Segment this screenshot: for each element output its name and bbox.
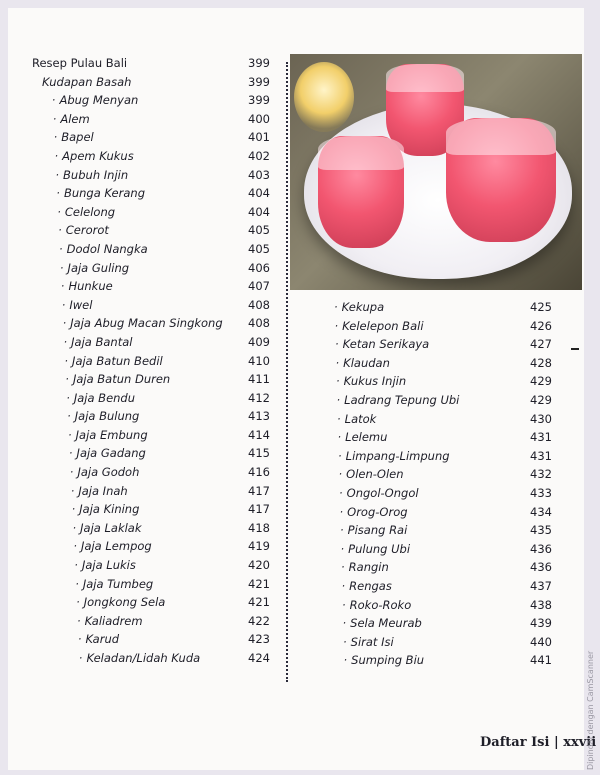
toc-entry[interactable] (22, 128, 272, 147)
toc-bullet: · (57, 204, 61, 219)
toc-entry-label (73, 537, 151, 556)
toc-entry-page: 405 (248, 241, 270, 256)
toc-entry-text: Rengas (349, 578, 392, 593)
toc-entry-label (60, 259, 129, 278)
toc-entry[interactable] (334, 503, 556, 522)
toc-entry[interactable] (334, 465, 556, 484)
toc-entry[interactable] (334, 335, 556, 354)
toc-bullet: · (77, 613, 81, 628)
toc-entry-page: 426 (530, 318, 552, 333)
toc-bullet: · (341, 560, 345, 575)
toc-entry[interactable] (22, 426, 272, 445)
toc-bullet: · (335, 337, 339, 352)
footer-page-number: xxvii (563, 735, 597, 750)
toc-entry[interactable] (22, 575, 272, 594)
toc-entry-text: Sela Meurab (350, 616, 422, 631)
toc-entry[interactable] (334, 410, 556, 429)
toc-entry-page: 425 (530, 300, 552, 314)
toc-entry[interactable] (334, 484, 556, 503)
toc-entry[interactable] (334, 428, 556, 447)
toc-entry[interactable] (22, 630, 272, 649)
toc-bullet: · (61, 297, 66, 312)
toc-entry-text: Jaja Abug Macan Singkong (70, 316, 223, 331)
toc-entry-page: 417 (248, 483, 270, 498)
toc-entry[interactable] (22, 537, 272, 556)
toc-entry-page: 421 (248, 576, 270, 591)
toc-entry-page: 414 (248, 427, 270, 442)
page-footer (480, 735, 596, 750)
toc-entry-label (66, 389, 135, 408)
toc-bullet: · (59, 260, 64, 275)
toc-entry-text: Jaja Kining (79, 502, 140, 517)
toc-entry-page: 431 (530, 448, 552, 463)
toc-entry-label (77, 612, 143, 631)
toc-entry-page: 421 (248, 595, 270, 610)
toc-entry-text: Kelelepon Bali (342, 318, 424, 333)
toc-entry-label (63, 314, 223, 333)
toc-entry-label (75, 575, 153, 594)
toc-entry-label (72, 500, 140, 519)
toc-entry-page: 420 (248, 558, 270, 573)
toc-entry[interactable] (22, 147, 272, 166)
toc-bullet: · (66, 390, 70, 405)
toc-entry-page: 408 (248, 316, 270, 331)
pink-cake (318, 136, 404, 248)
toc-entry-text: Jaja Batun Duren (72, 372, 171, 387)
toc-entry-text: Apem Kukus (62, 148, 134, 163)
toc-entry-label (64, 333, 133, 352)
toc-entry-label (58, 221, 109, 240)
toc-entry-text: Orog-Orog (347, 504, 408, 519)
toc-entry-label (73, 519, 142, 538)
toc-bullet: · (341, 578, 346, 593)
toc-entry-text: Keladan/Lidah Kuda (86, 651, 201, 665)
toc-entry-text: Ketan Serikaya (342, 337, 430, 352)
toc-entry-text: Jaja Embung (75, 427, 148, 442)
toc-entry-page: 404 (248, 186, 270, 201)
toc-entry-label (71, 482, 128, 501)
toc-entry[interactable] (22, 370, 272, 389)
toc-bullet: · (59, 241, 63, 256)
toc-bullet: · (68, 427, 72, 442)
toc-entry[interactable] (22, 612, 272, 631)
toc-entry-page: 411 (248, 372, 270, 387)
toc-entry-page: 399 (248, 74, 270, 89)
toc-entry-label (340, 503, 408, 522)
toc-entry-text: Resep Pulau Bali (32, 56, 128, 70)
toc-entry-page: 437 (530, 578, 552, 593)
toc-bullet: · (338, 448, 342, 463)
toc-entry-label (335, 317, 424, 336)
toc-bullet: · (339, 504, 344, 519)
toc-entry-text: Roko-Roko (349, 597, 412, 612)
toc-entry-label (74, 556, 136, 575)
toc-entry[interactable] (22, 277, 272, 296)
toc-entry[interactable] (22, 259, 272, 278)
toc-bullet: · (63, 334, 68, 349)
toc-entry[interactable] (22, 166, 272, 185)
toc-entry[interactable] (334, 614, 556, 633)
toc-entry-text: Celelong (64, 204, 116, 219)
toc-entry-text: Jaja Bendu (73, 390, 136, 405)
toc-entry-page: 409 (248, 334, 270, 349)
toc-entry-text: Olen-Olen (346, 467, 404, 482)
toc-entry-page: 432 (530, 467, 552, 482)
toc-entry-page: 429 (530, 374, 552, 389)
toc-entry[interactable] (22, 91, 272, 110)
toc-entry-label (52, 91, 139, 110)
toc-entry-text: Abug Menyan (59, 93, 139, 108)
margin-mark (571, 348, 579, 350)
toc-entry-text: Jaja Bantal (71, 334, 133, 349)
toc-entry[interactable] (22, 444, 272, 463)
toc-entry-page: 441 (530, 653, 552, 668)
toc-entry[interactable] (334, 391, 556, 410)
toc-entry[interactable] (334, 651, 556, 670)
toc-entry[interactable] (22, 649, 272, 668)
toc-bullet: · (340, 541, 345, 556)
toc-bullet: · (343, 634, 347, 649)
toc-entry-label (342, 577, 392, 596)
toc-bullet: · (72, 520, 77, 535)
toc-entry-page: 399 (248, 56, 270, 70)
toc-entry-label (341, 558, 389, 577)
footer-separator: | (553, 735, 559, 750)
toc-entry[interactable] (22, 482, 272, 501)
toc-bullet: · (64, 353, 69, 368)
toc-bullet: · (337, 411, 341, 426)
toc-entry-text: Alem (60, 111, 90, 126)
toc-entry-label (338, 447, 450, 466)
toc-entry-label (342, 596, 411, 615)
toc-entry-label (62, 296, 93, 315)
toc-entry[interactable] (22, 389, 272, 408)
toc-bullet: · (56, 186, 60, 201)
toc-entry-label (337, 391, 460, 410)
toc-entry-page: 431 (530, 430, 552, 445)
toc-entry-page: 412 (248, 390, 270, 405)
toc-entry-page: 406 (248, 260, 270, 275)
toc-entry-label (32, 54, 127, 73)
toc-entry[interactable] (22, 556, 272, 575)
toc-entry-page: 399 (248, 93, 270, 108)
toc-entry-page: 418 (248, 520, 270, 535)
toc-entry-text: Bapel (61, 130, 94, 145)
toc-bullet: · (336, 392, 341, 407)
toc-entry-label (336, 372, 406, 391)
toc-entry-text: Kekupa (341, 300, 385, 314)
toc-entry-text: Hunkue (68, 279, 113, 294)
footer-section: Daftar Isi (480, 735, 550, 750)
toc-entry[interactable] (22, 54, 272, 73)
toc-entry[interactable] (334, 577, 556, 596)
kudapan-photo (290, 54, 582, 290)
toc-entry[interactable] (334, 317, 556, 336)
toc-bullet: · (65, 372, 69, 387)
toc-entry[interactable] (334, 447, 556, 466)
toc-entry-label (344, 651, 425, 670)
toc-right-column (334, 298, 556, 670)
toc-entry-page: 417 (248, 502, 270, 517)
toc-bullet: · (76, 595, 80, 610)
toc-entry-text: Bubuh Injin (63, 167, 129, 182)
toc-entry-text: Ladrang Tepung Ubi (344, 392, 460, 407)
toc-entry-label (343, 614, 422, 633)
toc-entry[interactable] (334, 633, 556, 652)
toc-entry-label (339, 465, 404, 484)
toc-entry-page: 415 (248, 446, 270, 461)
toc-entry-label (79, 649, 200, 668)
toc-entry-page: 410 (248, 353, 270, 368)
toc-entry-page: 403 (248, 167, 270, 182)
toc-entry-label (53, 110, 90, 129)
toc-entry-page: 416 (248, 465, 270, 480)
toc-entry[interactable] (334, 372, 556, 391)
toc-bullet: · (334, 318, 339, 333)
toc-entry-label (65, 370, 170, 389)
toc-entry-page: 428 (530, 355, 552, 370)
toc-entry-text: Jaja Godoh (77, 465, 140, 480)
toc-entry[interactable] (22, 500, 272, 519)
toc-entry[interactable] (334, 596, 556, 615)
toc-entry-text: Kudapan Basah (42, 74, 132, 89)
toc-entry-text: Ongol-Ongol (346, 485, 419, 500)
toc-entry-label (56, 184, 145, 203)
toc-bullet: · (78, 651, 83, 665)
toc-bullet: · (67, 409, 71, 424)
toc-entry-label (76, 593, 165, 612)
toc-bullet: · (70, 483, 75, 498)
toc-entry-label (341, 540, 411, 559)
toc-entry-text: Kukus Injin (343, 374, 407, 389)
toc-entry-label (54, 128, 94, 147)
toc-entry[interactable] (22, 593, 272, 612)
toc-entry[interactable] (334, 521, 556, 540)
toc-entry-text: Lelemu (345, 430, 388, 445)
toc-entry-label (69, 444, 146, 463)
toc-bullet: · (62, 316, 67, 331)
toc-entry[interactable] (334, 354, 556, 373)
toc-entry-page: 434 (530, 504, 552, 519)
toc-bullet: · (53, 130, 58, 145)
toc-bullet: · (342, 616, 347, 631)
toc-bullet: · (51, 93, 56, 108)
toc-entry-label (67, 407, 139, 426)
toc-entry-text: Latok (344, 411, 377, 426)
toc-entry-page: 405 (248, 223, 270, 238)
toc-entry-page: 401 (248, 130, 270, 145)
toc-entry-page: 407 (248, 279, 270, 294)
column-divider (286, 62, 288, 682)
toc-entry-page: 404 (248, 204, 270, 219)
toc-entry[interactable] (22, 240, 272, 259)
toc-entry-label (55, 166, 128, 185)
toc-bullet: · (334, 300, 338, 314)
toc-bullet: · (338, 467, 343, 482)
toc-entry-text: Cerorot (65, 223, 109, 238)
toc-bullet: · (77, 632, 82, 647)
toc-entry-text: Pisang Rai (347, 523, 408, 538)
toc-entry-text: Jaja Lukis (81, 558, 136, 573)
toc-bullet: · (69, 465, 74, 480)
toc-entry-text: Jaja Batun Bedil (72, 353, 163, 368)
toc-entry-page: 436 (530, 560, 552, 575)
toc-entry[interactable] (22, 407, 272, 426)
toc-entry-text: Jaja Lempog (81, 539, 152, 554)
toc-entry[interactable] (334, 558, 556, 577)
toc-entry-label (334, 298, 384, 317)
toc-entry[interactable] (22, 110, 272, 129)
toc-entry-label (336, 354, 390, 373)
toc-bullet: · (335, 355, 340, 370)
toc-entry-label (338, 428, 388, 447)
toc-entry-page: 400 (248, 111, 270, 126)
toc-entry-text: Jaja Tumbeg (82, 576, 154, 591)
toc-entry-page: 419 (248, 539, 270, 554)
toc-entry-label (337, 410, 376, 429)
toc-entry[interactable] (22, 184, 272, 203)
toc-bullet: · (52, 111, 57, 126)
toc-entry-label (59, 240, 148, 259)
toc-entry-text: Sirat Isi (350, 634, 394, 649)
toc-entry-page: 423 (248, 632, 270, 647)
scanner-watermark: Dipindai dengan CamScanner (586, 650, 595, 770)
toc-entry[interactable] (334, 298, 556, 317)
toc-entry-page: 430 (530, 411, 552, 426)
toc-bullet: · (58, 223, 62, 238)
toc-entry-label (70, 463, 140, 482)
toc-entry-text: Pulung Ubi (348, 541, 411, 556)
toc-entry-text: Rangin (348, 560, 389, 575)
toc-entry-page: 422 (248, 613, 270, 628)
toc-bullet: · (60, 279, 65, 294)
pink-cake (446, 118, 556, 242)
toc-entry[interactable] (22, 73, 272, 92)
toc-entry-page: 408 (248, 297, 270, 312)
toc-entry-label (57, 203, 115, 222)
toc-entry-page: 429 (530, 392, 552, 407)
toc-entry-text: Karud (85, 632, 120, 647)
toc-entry-text: Limpang-Limpung (345, 448, 450, 463)
toc-entry-label (68, 426, 148, 445)
toc-bullet: · (74, 558, 78, 573)
toc-entry-label (78, 630, 119, 649)
toc-entry-label (61, 277, 113, 296)
toc-left-column (22, 54, 272, 668)
toc-bullet: · (55, 167, 60, 182)
toc-entry[interactable] (22, 333, 272, 352)
toc-entry[interactable] (22, 314, 272, 333)
toc-entry-page: 438 (530, 597, 552, 612)
toc-entry-label (64, 352, 162, 371)
toc-entry-label (340, 521, 407, 540)
toc-entry[interactable] (22, 352, 272, 371)
toc-bullet: · (68, 446, 73, 461)
toc-bullet: · (339, 485, 343, 500)
toc-entry-text: Jaja Guling (67, 260, 130, 275)
toc-entry-text: Klaudan (343, 355, 390, 370)
toc-bullet: · (336, 374, 340, 389)
toc-entry-label (335, 335, 429, 354)
toc-bullet: · (54, 148, 59, 163)
toc-bullet: · (343, 653, 348, 668)
toc-entry-page: 433 (530, 485, 552, 500)
toc-entry[interactable] (22, 519, 272, 538)
toc-entry-text: Dodol Nangka (66, 241, 148, 256)
toc-entry[interactable] (22, 203, 272, 222)
toc-bullet: · (342, 597, 346, 612)
toc-entry-page: 413 (248, 409, 270, 424)
toc-entry-text: Jaja Inah (78, 483, 128, 498)
toc-entry-page: 440 (530, 634, 552, 649)
toc-entry-page: 435 (530, 523, 552, 538)
toc-bullet: · (71, 502, 76, 517)
toc-entry-text: Iwel (69, 297, 93, 312)
toc-entry-page: 402 (248, 148, 270, 163)
toc-entry-label (339, 484, 419, 503)
toc-entry[interactable] (22, 221, 272, 240)
toc-entry-page: 436 (530, 541, 552, 556)
frangipani-flower (294, 62, 354, 132)
toc-bullet: · (340, 523, 344, 538)
toc-bullet: · (73, 539, 78, 554)
toc-bullet: · (337, 430, 342, 445)
toc-entry-page: 439 (530, 616, 552, 631)
toc-entry-text: Jaja Gadang (76, 446, 146, 461)
toc-entry[interactable] (22, 463, 272, 482)
toc-entry-label (42, 73, 131, 92)
toc-entry[interactable] (334, 540, 556, 559)
toc-entry-page: 424 (248, 651, 270, 665)
toc-entry-label (343, 633, 394, 652)
toc-bullet: · (75, 576, 79, 591)
toc-entry-text: Jaja Bulung (74, 409, 140, 424)
toc-entry-text: Bunga Kerang (63, 186, 145, 201)
toc-entry-text: Jaja Laklak (80, 520, 142, 535)
toc-entry-text: Sumping Biu (351, 653, 425, 668)
toc-entry[interactable] (22, 296, 272, 315)
toc-entry-text: Jongkong Sela (83, 595, 166, 610)
toc-entry-label (55, 147, 134, 166)
toc-entry-page: 427 (530, 337, 552, 352)
toc-entry-text: Kaliadrem (84, 613, 143, 628)
